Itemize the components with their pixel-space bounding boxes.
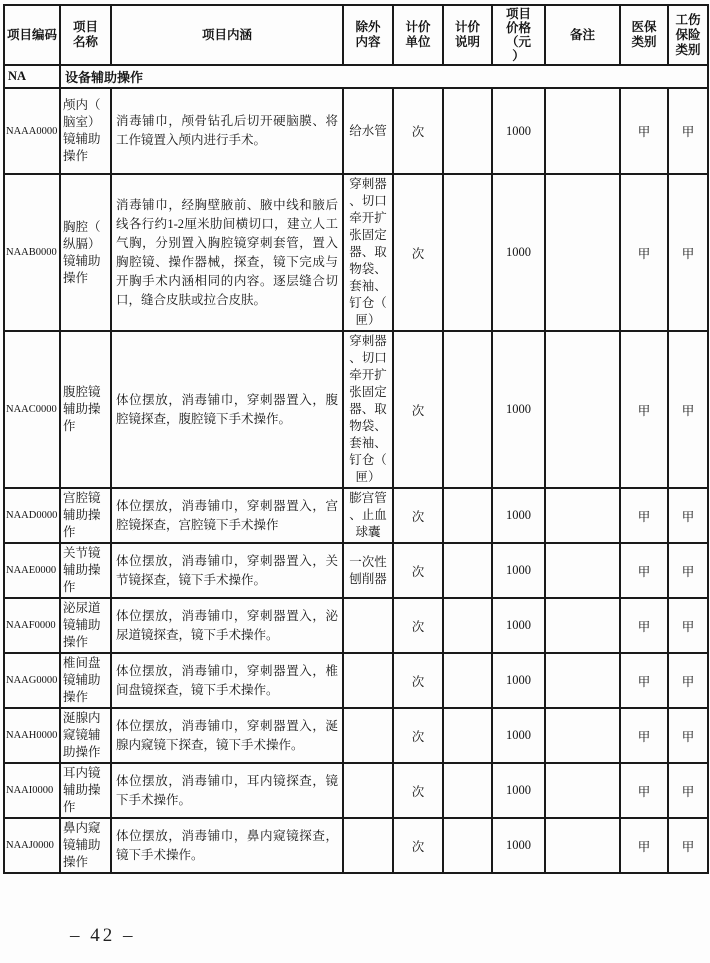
cell-project-code: NAAC0000 (4, 331, 60, 488)
cell-project-code: NAAF0000 (4, 598, 60, 653)
cell-project-content: 消毒铺巾，颅骨钻孔后切开硬脑膜、将工作镜置入颅内进行手术。 (111, 88, 343, 174)
cell-remark (545, 331, 620, 488)
table-row (4, 598, 708, 653)
cell-injury-class: 甲 (668, 331, 708, 488)
cell-price: 1000 (492, 653, 545, 708)
table-row (4, 88, 708, 174)
cell-injury-class: 甲 (668, 88, 708, 174)
cell-unit: 次 (393, 543, 443, 598)
header-injury-insurance-class: 工伤保险类别 (668, 5, 708, 65)
cell-remark (545, 818, 620, 873)
cell-insurance-class: 甲 (620, 653, 668, 708)
cell-excluded: 膨宫管、止血球囊 (343, 488, 393, 543)
cell-remark (545, 543, 620, 598)
table-header-row (4, 5, 708, 65)
cell-excluded: 给水管 (343, 88, 393, 174)
cell-unit: 次 (393, 598, 443, 653)
cell-project-code: NAAB0000 (4, 174, 60, 331)
cell-insurance-class: 甲 (620, 331, 668, 488)
cell-remark (545, 174, 620, 331)
cell-project-code: NAAI0000 (4, 763, 60, 818)
cell-pricing-note (443, 653, 492, 708)
header-pricing-unit: 计价单位 (393, 5, 443, 65)
cell-injury-class: 甲 (668, 598, 708, 653)
cell-price: 1000 (492, 763, 545, 818)
cell-price: 1000 (492, 331, 545, 488)
cell-excluded: 穿刺器、切口牵开扩张固定器、取物袋、套袖、钉仓（匣） (343, 174, 393, 331)
cell-pricing-note (443, 708, 492, 763)
cell-unit: 次 (393, 708, 443, 763)
header-excluded-content: 除外内容 (343, 5, 393, 65)
cell-project-content: 体位摆放，消毒铺巾，穿刺器置入，关节镜探查，镜下手术操作。 (111, 543, 343, 598)
cell-remark (545, 763, 620, 818)
cell-remark (545, 488, 620, 543)
header-project-content: 项目内涵 (111, 5, 343, 65)
cell-pricing-note (443, 818, 492, 873)
cell-unit: 次 (393, 174, 443, 331)
cell-project-code: NAAA0000 (4, 88, 60, 174)
cell-unit: 次 (393, 818, 443, 873)
cell-insurance-class: 甲 (620, 488, 668, 543)
cell-project-content: 消毒铺巾，经胸壁腋前、腋中线和腋后线各行约1-2厘米肋间横切口，建立人工气胸，分别置入胸腔镜穿刺套管，置入胸腔镜、操作器械，探查，镜下完成与开胸手术内涵相同的内容。逐层缝合切口，缝合皮肤或拉合皮肤。 (111, 174, 343, 331)
header-remark: 备注 (545, 5, 620, 65)
cell-price: 1000 (492, 488, 545, 543)
cell-insurance-class: 甲 (620, 763, 668, 818)
header-insurance-class: 医保类别 (620, 5, 668, 65)
cell-injury-class: 甲 (668, 763, 708, 818)
table-row (4, 174, 708, 331)
cell-unit: 次 (393, 331, 443, 488)
cell-pricing-note (443, 174, 492, 331)
cell-pricing-note (443, 88, 492, 174)
cell-project-name: 椎间盘镜辅助操作 (60, 653, 111, 708)
cell-project-name: 宫腔镜辅助操作 (60, 488, 111, 543)
cell-pricing-note (443, 598, 492, 653)
cell-unit: 次 (393, 763, 443, 818)
section-title: 设备辅助操作 (60, 65, 708, 88)
table-row (4, 543, 708, 598)
cell-injury-class: 甲 (668, 543, 708, 598)
header-project-code: 项目编码 (4, 5, 60, 65)
cell-project-name: 泌尿道镜辅助操作 (60, 598, 111, 653)
cell-price: 1000 (492, 543, 545, 598)
medical-service-price-table (3, 4, 709, 874)
cell-insurance-class: 甲 (620, 174, 668, 331)
cell-insurance-class: 甲 (620, 543, 668, 598)
cell-project-content: 体位摆放，消毒铺巾，穿刺器置入，涎腺内窥镜下探查，镜下手术操作。 (111, 708, 343, 763)
cell-project-content: 体位摆放，消毒铺巾，鼻内窥镜探查，镜下手术操作。 (111, 818, 343, 873)
cell-remark (545, 653, 620, 708)
cell-price: 1000 (492, 88, 545, 174)
table-row (4, 488, 708, 543)
cell-pricing-note (443, 331, 492, 488)
cell-project-code: NAAJ0000 (4, 818, 60, 873)
header-project-name: 项目名称 (60, 5, 111, 65)
cell-project-code: NAAE0000 (4, 543, 60, 598)
cell-remark (545, 598, 620, 653)
cell-project-code: NAAD0000 (4, 488, 60, 543)
cell-unit: 次 (393, 653, 443, 708)
page-number: – 42 – (70, 925, 136, 946)
cell-pricing-note (443, 763, 492, 818)
cell-project-name: 关节镜辅助操作 (60, 543, 111, 598)
cell-project-name: 鼻内窥镜辅助操作 (60, 818, 111, 873)
cell-project-code: NAAH0000 (4, 708, 60, 763)
cell-project-name: 腹腔镜辅助操作 (60, 331, 111, 488)
cell-injury-class: 甲 (668, 818, 708, 873)
cell-excluded (343, 708, 393, 763)
table-row (4, 331, 708, 488)
cell-price: 1000 (492, 174, 545, 331)
cell-remark (545, 708, 620, 763)
table-row (4, 708, 708, 763)
cell-excluded (343, 598, 393, 653)
cell-pricing-note (443, 488, 492, 543)
cell-remark (545, 88, 620, 174)
table-row (4, 653, 708, 708)
cell-price: 1000 (492, 598, 545, 653)
cell-project-content: 体位摆放，消毒铺巾，穿刺器置入，泌尿道镜探查，镜下手术操作。 (111, 598, 343, 653)
cell-pricing-note (443, 543, 492, 598)
table-row (4, 818, 708, 873)
cell-project-name: 胸腔（纵膈）镜辅助操作 (60, 174, 111, 331)
cell-insurance-class: 甲 (620, 88, 668, 174)
cell-excluded (343, 653, 393, 708)
cell-project-content: 体位摆放，消毒铺巾，穿刺器置入，椎间盘镜探查，镜下手术操作。 (111, 653, 343, 708)
cell-insurance-class: 甲 (620, 818, 668, 873)
section-row (4, 65, 708, 88)
cell-unit: 次 (393, 88, 443, 174)
cell-price: 1000 (492, 818, 545, 873)
cell-excluded: 一次性刨削器 (343, 543, 393, 598)
cell-insurance-class: 甲 (620, 708, 668, 763)
cell-insurance-class: 甲 (620, 598, 668, 653)
cell-project-name: 耳内镜辅助操作 (60, 763, 111, 818)
cell-price: 1000 (492, 708, 545, 763)
cell-injury-class: 甲 (668, 653, 708, 708)
cell-project-name: 颅内（脑室）镜辅助操作 (60, 88, 111, 174)
cell-injury-class: 甲 (668, 488, 708, 543)
section-code: NA (4, 65, 60, 88)
cell-injury-class: 甲 (668, 708, 708, 763)
cell-injury-class: 甲 (668, 174, 708, 331)
header-project-price: 项目价格（元） (492, 5, 545, 65)
cell-excluded: 穿刺器、切口牵开扩张固定器、取物袋、套袖、钉仓（匣） (343, 331, 393, 488)
cell-project-content: 体位摆放，消毒铺巾，穿刺器置入，腹腔镜探查，腹腔镜下手术操作。 (111, 331, 343, 488)
cell-project-name: 涎腺内窥镜辅助操作 (60, 708, 111, 763)
cell-unit: 次 (393, 488, 443, 543)
cell-project-content: 体位摆放，消毒铺巾，穿刺器置入，宫腔镜探查，宫腔镜下手术操作 (111, 488, 343, 543)
cell-excluded (343, 818, 393, 873)
header-pricing-note: 计价说明 (443, 5, 492, 65)
cell-project-code: NAAG0000 (4, 653, 60, 708)
cell-excluded (343, 763, 393, 818)
table-row (4, 763, 708, 818)
cell-project-content: 体位摆放，消毒铺巾，耳内镜探查，镜下手术操作。 (111, 763, 343, 818)
